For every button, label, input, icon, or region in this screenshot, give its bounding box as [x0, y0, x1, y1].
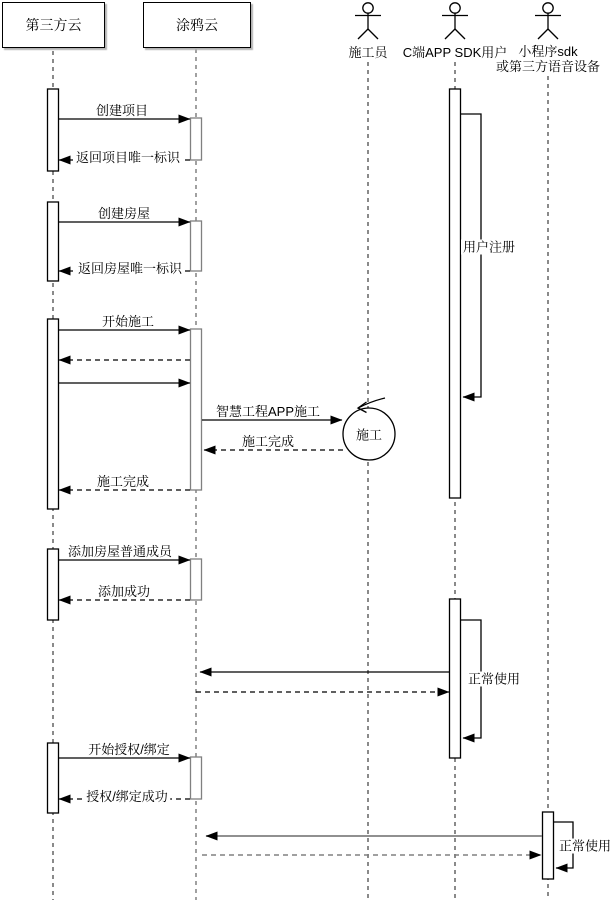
- activation-third-party-3: [48, 319, 59, 509]
- activation-tuya-4: [191, 559, 202, 600]
- participant-label: 涂鸦云: [176, 17, 218, 33]
- actor-construction-worker-icon: [355, 3, 381, 39]
- message-label-construct-done-1: 施工完成: [241, 434, 295, 449]
- actor-miniprogram-sdk-icon: [535, 3, 561, 39]
- message-label-add-member: 添加房屋普通成员: [67, 544, 173, 559]
- actor-label-miniprogram-sdk: [496, 44, 600, 74]
- actor-c-app-sdk-user-icon: [442, 3, 468, 39]
- message-label-create-house: 创建房屋: [97, 206, 151, 221]
- message-label-construct-done-2: 施工完成: [96, 474, 150, 489]
- actor-label-line2: 或第三方语音设备: [495, 59, 601, 74]
- activation-third-party-2: [48, 202, 59, 281]
- activation-tuya-5: [191, 757, 202, 799]
- activation-third-party-5: [48, 743, 59, 813]
- message-label-add-success: 添加成功: [97, 584, 151, 599]
- actor-label-c-app-sdk-user: C端APP SDK用户: [402, 45, 508, 60]
- self-call-user-register: [461, 114, 482, 397]
- activation-c-user-2: [450, 599, 461, 758]
- activation-c-user-1: [450, 89, 461, 498]
- participant-third-party-cloud: [2, 2, 105, 48]
- activation-tuya-2: [191, 221, 202, 271]
- participant-label: 第三方云: [25, 17, 82, 33]
- participant-tuya-cloud: [143, 2, 251, 48]
- activation-miniprogram-1: [543, 812, 554, 879]
- actor-label-construction-worker: 施工员: [348, 45, 388, 60]
- actor-label-line1: 小程序sdk: [518, 44, 578, 59]
- activation-tuya-1: [191, 118, 202, 160]
- self-call-label-normal-use-app: 正常使用: [467, 671, 521, 687]
- activation-third-party-1: [48, 89, 59, 171]
- message-label-return-project-id: 返回项目唯一标识: [75, 150, 181, 165]
- message-label-create-project: 创建项目: [95, 103, 149, 118]
- message-label-start-auth-bind: 开始授权/绑定: [88, 742, 170, 757]
- self-call-label-normal-use-device: 正常使用: [557, 839, 611, 854]
- message-label-auth-bind-success: 授权/绑定成功: [86, 789, 168, 804]
- message-label-start-construction: 开始施工: [101, 314, 155, 329]
- message-label-smart-app-construct: 智慧工程APP施工: [215, 404, 321, 419]
- activation-third-party-4: [48, 549, 59, 620]
- activation-tuya-3: [191, 329, 202, 490]
- message-label-return-house-id: 返回房屋唯一标识: [77, 261, 183, 276]
- activity-loop-arrow-icon: [359, 398, 385, 408]
- self-call-label-user-register: 用户注册: [462, 239, 516, 255]
- activity-construction-label: 施工: [355, 427, 383, 443]
